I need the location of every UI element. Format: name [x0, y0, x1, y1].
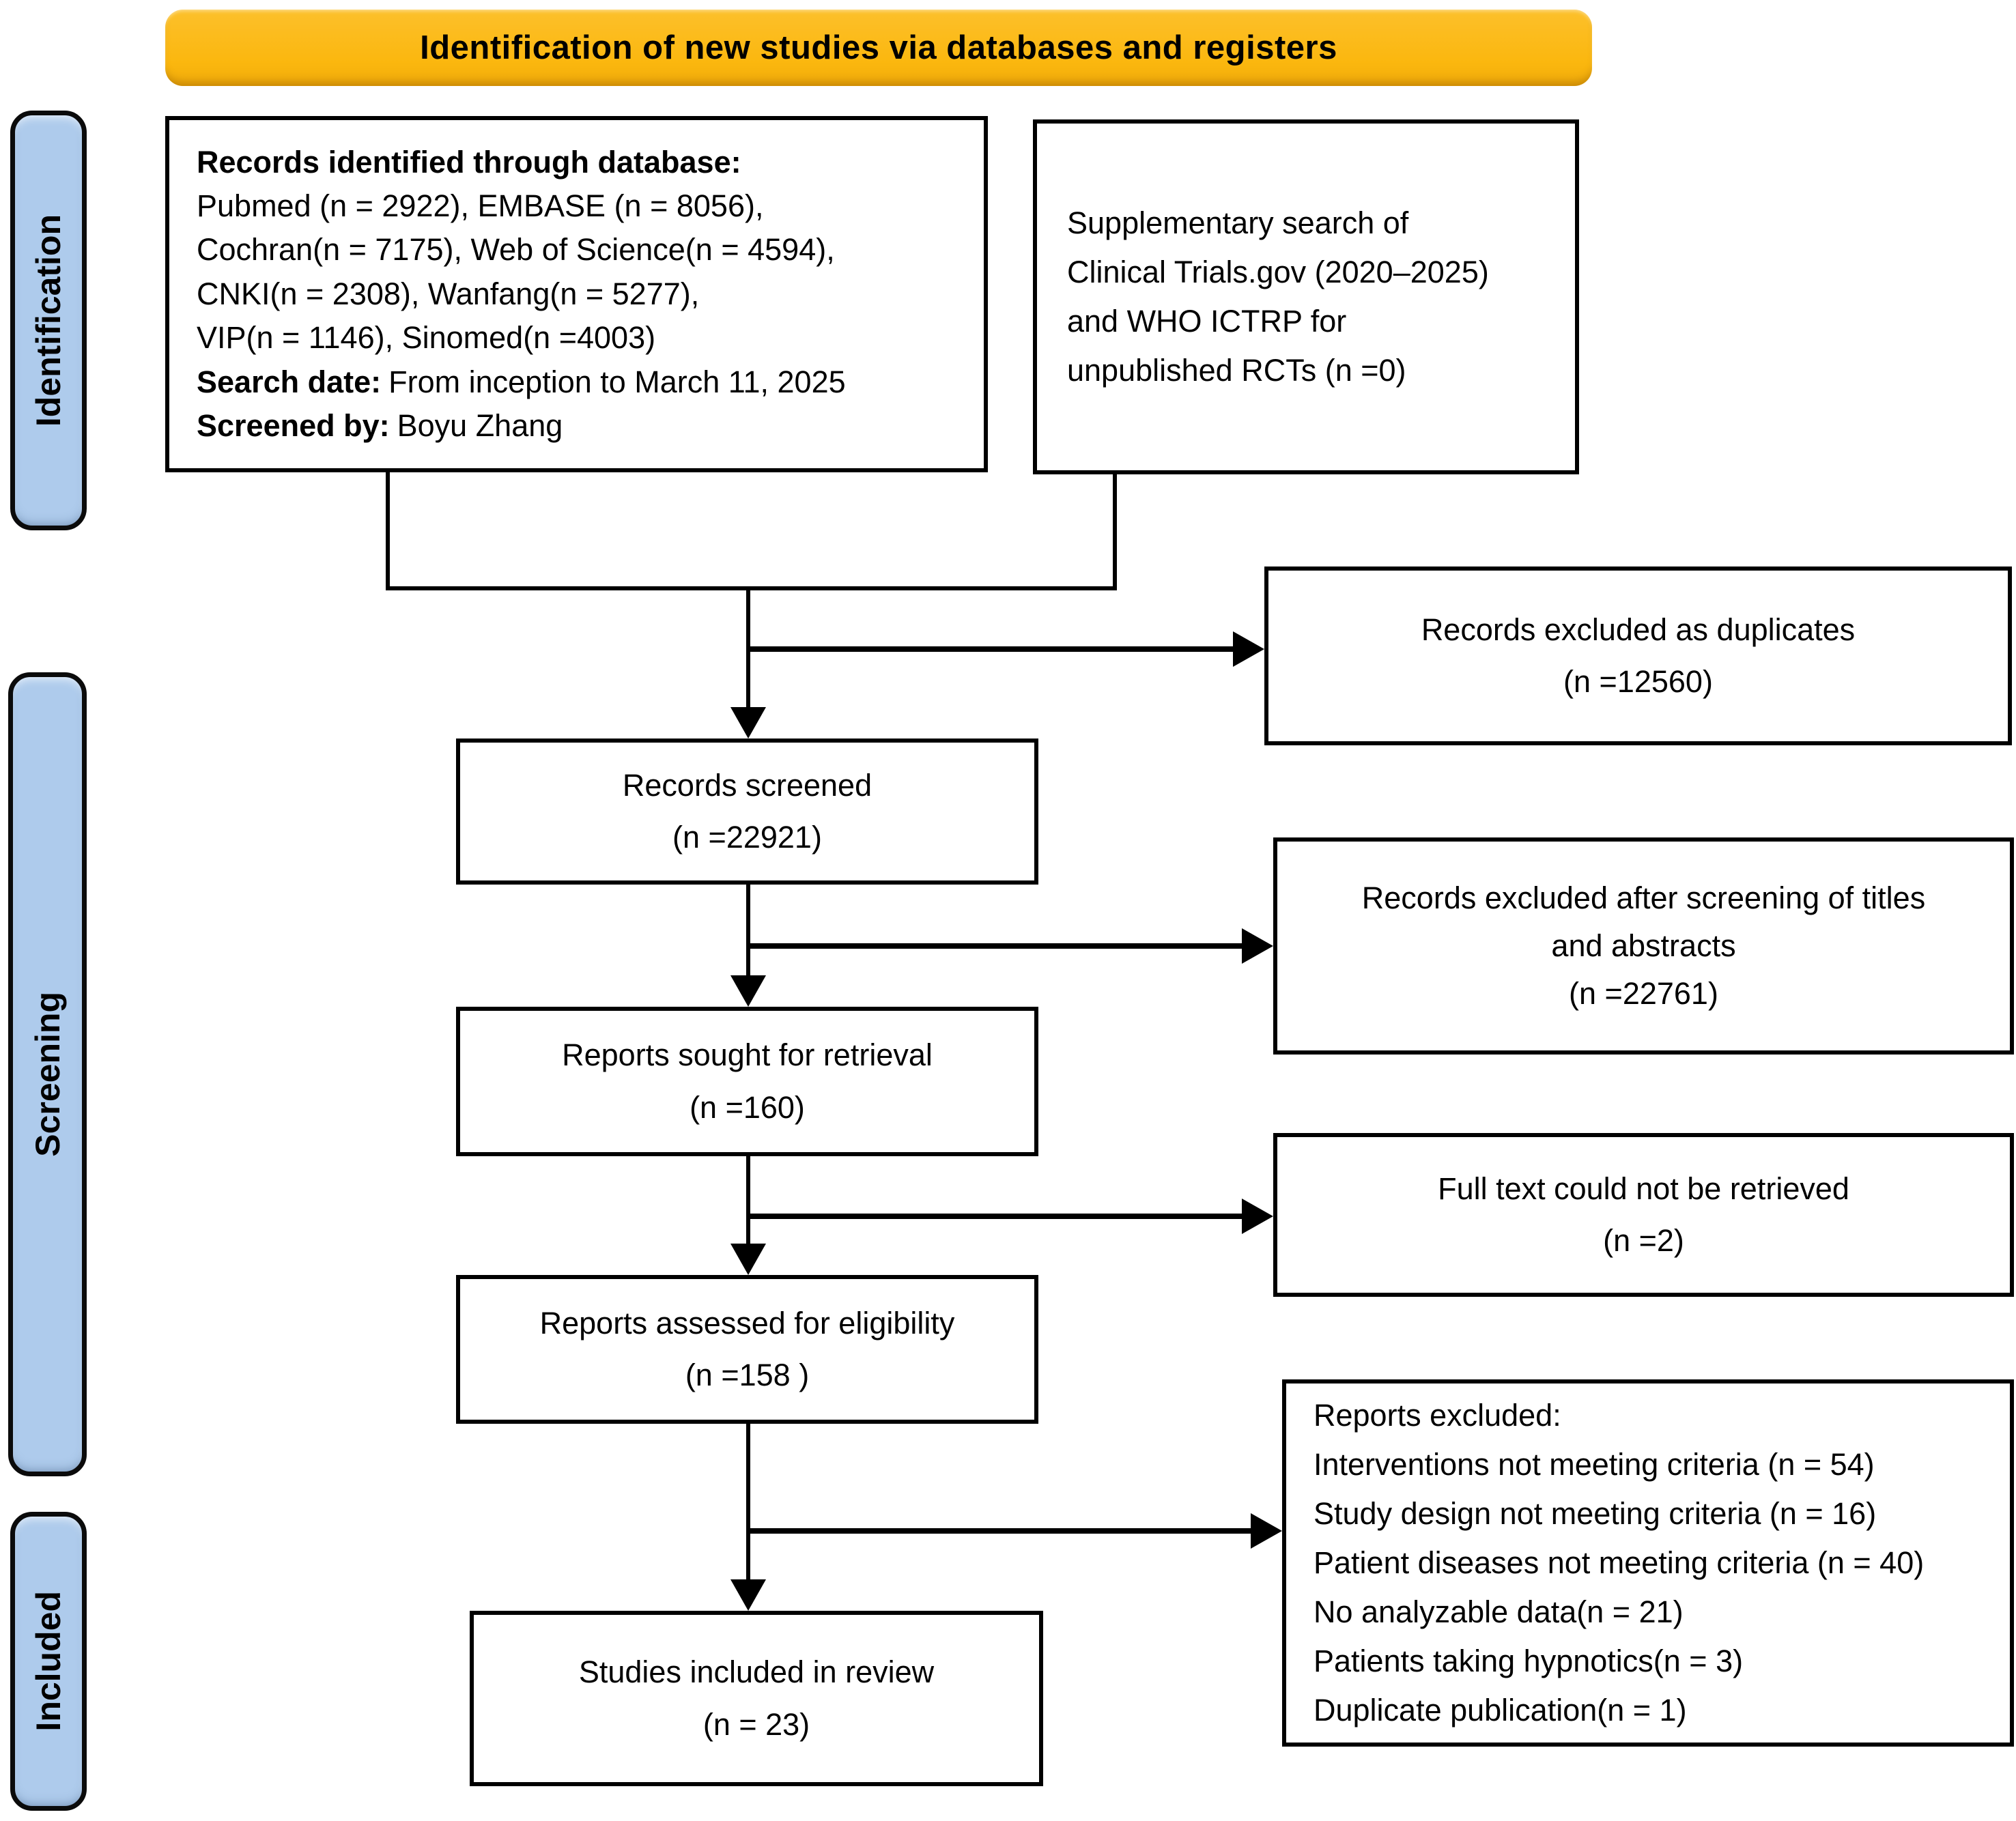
reports-excluded-reason: Patient diseases not meeting criteria (n = 40)	[1314, 1545, 1925, 1580]
sought-line1: Reports sought for retrieval	[562, 1037, 933, 1072]
records-identified-line: Pubmed (n = 2922), EMBASE (n = 8056),	[197, 188, 764, 224]
box-studies-included	[470, 1611, 1043, 1786]
box-records-screened	[456, 739, 1038, 885]
included-count: (n = 23)	[702, 1706, 810, 1742]
connector-to-duplicates	[746, 646, 1234, 652]
connector-supplementary-drop	[1113, 474, 1117, 590]
assessed-count: (n =158 )	[685, 1358, 810, 1392]
included-line1: Studies included in review	[578, 1654, 935, 1689]
box-full-text-not-retrieved	[1273, 1133, 2014, 1297]
excluded-screening-line1: Records excluded after screening of titles	[1361, 880, 1926, 916]
sought-count: (n =160)	[690, 1089, 805, 1125]
screened-line1: Records screened	[622, 767, 872, 803]
banner	[165, 10, 1592, 86]
excluded-screening-count: (n =22761)	[1569, 975, 1718, 1011]
excluded-screening-line2: and abstracts	[1551, 928, 1736, 964]
duplicates-line1: Records excluded as duplicates	[1421, 612, 1856, 647]
reports-excluded-reason: Interventions not meeting criteria (n = 54)	[1314, 1447, 1875, 1482]
reports-excluded-reason: Duplicate publication(n = 1)	[1314, 1693, 1687, 1727]
stage-label-identification: Identification	[29, 214, 68, 427]
duplicates-count: (n =12560)	[1563, 664, 1713, 699]
screened-by-line	[197, 404, 563, 448]
connector-assessed-to-included	[746, 1424, 750, 1581]
arrowhead-to-screened	[730, 707, 766, 739]
connector-to-reports-excluded	[746, 1528, 1251, 1534]
arrowhead-to-excluded-screening	[1242, 928, 1273, 964]
search-date-label: Search date:	[197, 364, 382, 399]
box-reports-excluded	[1282, 1379, 2014, 1747]
stage-label-included: Included	[29, 1591, 68, 1732]
arrowhead-assessed-to-included	[730, 1579, 766, 1611]
fulltext-count: (n =2)	[1603, 1223, 1684, 1258]
records-identified-heading: Records identified through database:	[197, 144, 741, 180]
reports-excluded-reason: No analyzable data(n = 21)	[1314, 1594, 1684, 1629]
supplementary-line: and WHO ICTRP for	[1067, 304, 1347, 339]
box-records-identified	[165, 116, 988, 472]
supplementary-line: unpublished RCTs (n =0)	[1067, 353, 1406, 388]
arrowhead-to-reports-excluded	[1251, 1513, 1282, 1549]
connector-merge-rail	[386, 586, 1117, 590]
banner-title: Identification of new studies via databases and registers	[420, 29, 1337, 66]
search-date-value: From inception to March 11, 2025	[388, 364, 846, 399]
search-date-line	[197, 360, 846, 404]
box-records-excluded-titles-abstracts	[1273, 837, 2014, 1055]
screened-count: (n =22921)	[672, 820, 822, 855]
arrowhead-screened-to-sought	[730, 975, 766, 1007]
stage-label-screening: Screening	[28, 992, 67, 1157]
reports-excluded-reason: Patients taking hypnotics(n = 3)	[1314, 1644, 1744, 1678]
box-reports-sought	[456, 1007, 1038, 1156]
records-identified-line: VIP(n = 1146), Sinomed(n =4003)	[197, 320, 656, 356]
screened-by-value: Boyu Zhang	[397, 407, 563, 443]
arrowhead-to-duplicates	[1233, 631, 1264, 667]
box-records-excluded-duplicates	[1264, 567, 2012, 745]
supplementary-line: Clinical Trials.gov (2020–2025)	[1067, 255, 1489, 289]
records-identified-line: Cochran(n = 7175), Web of Science(n = 4594),	[197, 232, 835, 268]
stage-identification	[10, 111, 87, 530]
stage-included	[10, 1512, 87, 1811]
connector-screened-to-sought	[746, 885, 750, 977]
connector-to-fulltext	[746, 1214, 1243, 1219]
connector-sought-to-assessed	[746, 1156, 750, 1245]
reports-excluded-reason: Study design not meeting criteria (n = 16)	[1314, 1496, 1877, 1531]
stage-screening	[8, 672, 87, 1476]
fulltext-line1: Full text could not be retrieved	[1438, 1171, 1849, 1206]
arrowhead-sought-to-assessed	[730, 1244, 766, 1275]
box-supplementary-search	[1033, 119, 1579, 474]
assessed-line1: Reports assessed for eligibility	[539, 1305, 955, 1340]
supplementary-line: Supplementary search of	[1067, 205, 1409, 240]
screened-by-label: Screened by:	[197, 407, 390, 443]
reports-excluded-heading: Reports excluded:	[1314, 1398, 1561, 1433]
records-identified-line: CNKI(n = 2308), Wanfang(n = 5277),	[197, 276, 700, 311]
connector-to-excluded-screening	[746, 943, 1243, 949]
connector-identified-drop	[386, 472, 390, 590]
box-reports-assessed	[456, 1275, 1038, 1424]
arrowhead-to-fulltext	[1242, 1199, 1273, 1234]
